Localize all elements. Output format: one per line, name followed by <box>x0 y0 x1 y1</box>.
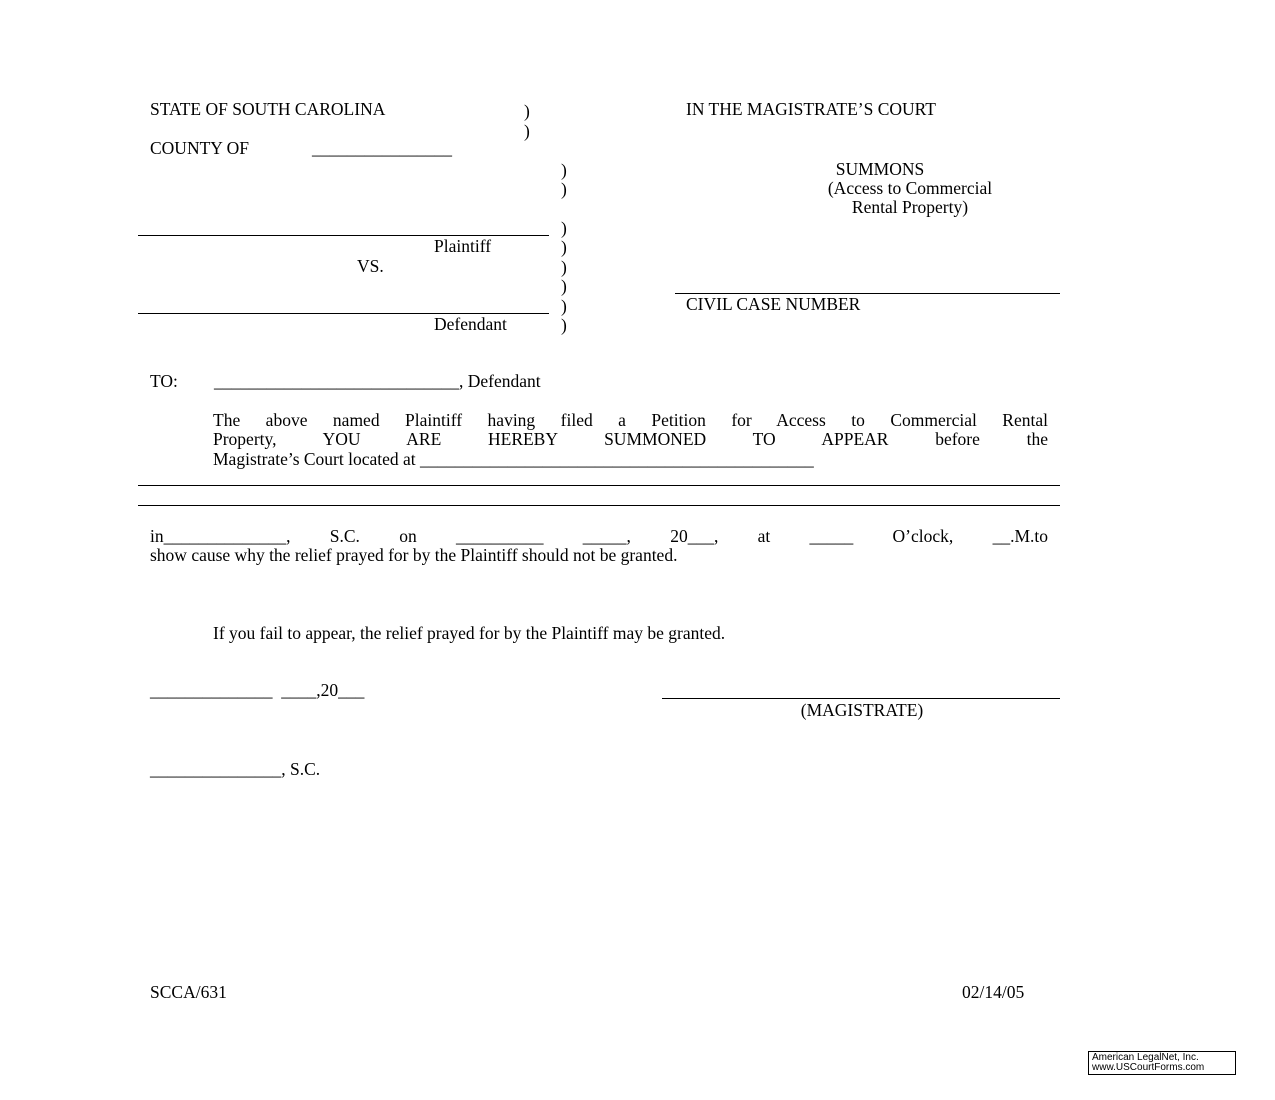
state-heading: STATE OF SOUTH CAROLINA <box>150 99 386 119</box>
caption-paren: ) <box>524 101 530 121</box>
summons-subtitle: (Access to Commercial <box>827 178 993 198</box>
defendant-to-field[interactable]: ____________________________, Defendant <box>214 371 541 391</box>
form-date: 02/14/05 <box>962 982 1025 1002</box>
caption-paren: ) <box>561 218 567 238</box>
summons-subtitle: Rental Property) <box>851 197 969 217</box>
place-field[interactable]: _______________, S.C. <box>150 759 321 779</box>
civil-case-number-label: CIVIL CASE NUMBER <box>686 294 861 314</box>
stamp-line: www.USCourtForms.com <box>1092 1062 1205 1073</box>
date-field[interactable]: ______________ ____,20___ <box>150 680 365 700</box>
caption-paren: ) <box>561 237 567 257</box>
body-line: The above named Plaintiff having filed a Petition for Access to Commercial Rental <box>213 410 1048 430</box>
appearance-details[interactable]: in______________, S.C. on __________ _____, 20___, at _____ O’clock, __.M.to <box>150 526 1048 546</box>
magistrate-label: (MAGISTRATE) <box>800 700 924 720</box>
stamp-line: American LegalNet, Inc. <box>1092 1052 1199 1063</box>
vs-label: VS. <box>357 256 384 276</box>
caption-paren: ) <box>524 121 530 141</box>
magistrate-signature-line[interactable] <box>662 698 1060 699</box>
publisher-stamp <box>1088 1051 1236 1075</box>
court-heading: IN THE MAGISTRATE’S COURT <box>686 99 936 119</box>
body-line: Property, YOU ARE HEREBY SUMMONED TO APPEAR before the <box>213 429 1048 449</box>
caption-paren: ) <box>561 276 567 296</box>
summons-title: SUMMONS <box>835 159 925 179</box>
caption-paren: ) <box>561 315 567 335</box>
defendant-label: Defendant <box>434 314 507 334</box>
county-blank[interactable]: ________________ <box>312 138 452 158</box>
caption-paren: ) <box>561 160 567 180</box>
caption-paren: ) <box>561 257 567 277</box>
location-line[interactable] <box>138 505 1060 506</box>
county-label: COUNTY OF <box>150 138 250 158</box>
caption-paren: ) <box>561 179 567 199</box>
court-location-field[interactable]: Magistrate’s Court located at _____________________________________________ <box>213 449 814 469</box>
caption-paren: ) <box>561 296 567 316</box>
body-line: show cause why the relief prayed for by the Plaintiff should not be granted. <box>150 545 678 565</box>
fail-notice: If you fail to appear, the relief prayed for by the Plaintiff may be granted. <box>213 623 726 643</box>
to-label: TO: <box>150 371 178 391</box>
form-code: SCCA/631 <box>150 982 227 1002</box>
plaintiff-label: Plaintiff <box>434 236 492 256</box>
location-line[interactable] <box>138 485 1060 486</box>
